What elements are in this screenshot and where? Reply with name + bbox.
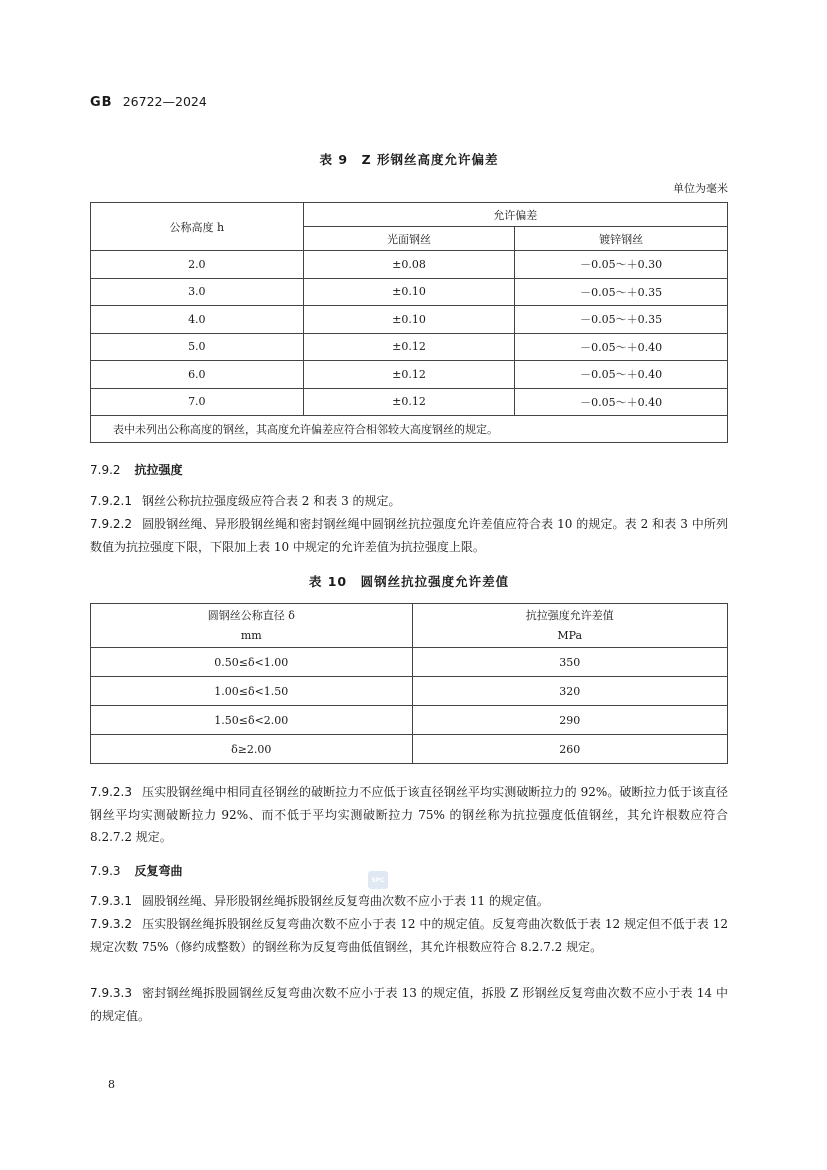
diameter-unit: mm xyxy=(240,628,262,642)
standard-number: 26722—2024 xyxy=(122,94,207,109)
difference-label: 抗拉强度允许差值 xyxy=(525,608,614,622)
standard-prefix: GB xyxy=(90,95,113,110)
height-cell: 3.0 xyxy=(91,278,304,306)
clause-text: 压实股钢丝绳中相同直径钢丝的破断拉力不应低于该直径钢丝平均实测破断拉力的 92%。破断拉力低于该直径钢丝平均实测破断拉力 92%、而不低于平均实测破断拉力 75% 的钢丝称为抗拉强度低值钢丝，其允许根数应符合 8.2.7.2 规定。 xyxy=(90,785,728,844)
paragraph-7-9-2-3 xyxy=(90,781,728,849)
table-9-header-galv: 镀锌钢丝 xyxy=(515,227,728,251)
clause-number: 7.9.2.2 xyxy=(90,517,132,531)
clause-number: 7.9.3.2 xyxy=(90,917,132,931)
table-row xyxy=(91,251,728,279)
table-row xyxy=(91,735,728,764)
difference-value-cell: 260 xyxy=(412,735,727,764)
galv-tolerance-cell: －0.05～＋0.35 xyxy=(515,306,728,334)
clause-number: 7.9.2.1 xyxy=(90,494,132,508)
galv-tolerance-cell: －0.05～＋0.40 xyxy=(515,361,728,389)
galv-tolerance-cell: －0.05～＋0.35 xyxy=(515,278,728,306)
clause-text: 圆股钢丝绳、异形股钢丝绳拆股钢丝反复弯曲次数不应小于表 11 的规定值。 xyxy=(141,894,549,908)
galv-tolerance-cell: －0.05～＋0.40 xyxy=(515,388,728,416)
bright-tolerance-cell: ±0.12 xyxy=(303,361,515,389)
table-9-note: 表中未列出公称高度的钢丝，其高度允许偏差应符合相邻较大高度钢丝的规定。 xyxy=(91,416,728,443)
diameter-range-cell: 1.00≤δ<1.50 xyxy=(91,677,413,706)
clause-text: 压实股钢丝绳拆股钢丝反复弯曲次数不应小于表 12 中的规定值。反复弯曲次数低于表 12 规定但不低于表 12 规定次数 75%（修约成整数）的钢丝称为反复弯曲低值钢丝，其允许根数应符合 8.2.7.2 规定。 xyxy=(90,917,728,954)
table-row xyxy=(91,648,728,677)
table-row xyxy=(91,388,728,416)
bright-tolerance-cell: ±0.10 xyxy=(303,306,515,334)
height-cell: 6.0 xyxy=(91,361,304,389)
height-cell: 5.0 xyxy=(91,333,304,361)
height-cell: 4.0 xyxy=(91,306,304,334)
height-cell: 7.0 xyxy=(91,388,304,416)
clause-number: 7.9.3.1 xyxy=(90,894,132,908)
clause-text: 圆股钢丝绳、异形股钢丝绳和密封钢丝绳中圆钢丝抗拉强度允许差值应符合表 10 的规定。表 2 和表 3 中所列数值为抗拉强度下限，下限加上表 10 中规定的允许差值为抗拉强度上限。 xyxy=(90,517,728,554)
table-row xyxy=(91,278,728,306)
bright-tolerance-cell: ±0.12 xyxy=(303,388,515,416)
paragraph-7-9-3-1 xyxy=(90,890,728,913)
galv-tolerance-cell: －0.05～＋0.40 xyxy=(515,333,728,361)
diameter-label: 圆钢丝公称直径 δ xyxy=(207,608,295,622)
standard-header xyxy=(90,94,207,110)
difference-unit: MPa xyxy=(557,628,583,642)
table-row xyxy=(91,306,728,334)
bright-tolerance-cell: ±0.10 xyxy=(303,278,515,306)
height-cell: 2.0 xyxy=(91,251,304,279)
clause-number: 7.9.3.3 xyxy=(90,986,132,1000)
paragraph-7-9-3-2 xyxy=(90,913,728,958)
bright-tolerance-cell: ±0.08 xyxy=(303,251,515,279)
diameter-range-cell: 0.50≤δ<1.00 xyxy=(91,648,413,677)
table-9-unit: 单位为毫米 xyxy=(673,182,728,195)
table-9-header-height: 公称高度 h xyxy=(91,203,304,251)
table-10-header-difference xyxy=(412,604,727,648)
clause-text: 密封钢丝绳拆股圆钢丝反复弯曲次数不应小于表 13 的规定值，拆股 Z 形钢丝反复弯曲次数不应小于表 14 中的规定值。 xyxy=(90,986,728,1023)
section-heading-7-9-2 xyxy=(90,461,183,478)
paragraph-7-9-3-3 xyxy=(90,982,728,1027)
page-number: 8 xyxy=(108,1078,115,1091)
table-10-header-diameter xyxy=(91,604,413,648)
diameter-range-cell: δ≥2.00 xyxy=(91,735,413,764)
section-number: 7.9.2 xyxy=(90,463,121,477)
difference-value-cell: 350 xyxy=(412,648,727,677)
table-10 xyxy=(90,603,728,764)
difference-value-cell: 290 xyxy=(412,706,727,735)
clause-text: 钢丝公称抗拉强度级应符合表 2 和表 3 的规定。 xyxy=(141,494,401,508)
galv-tolerance-cell: －0.05～＋0.30 xyxy=(515,251,728,279)
table-row xyxy=(91,333,728,361)
watermark-logo: SPC xyxy=(368,871,388,889)
table-row xyxy=(91,361,728,389)
section-number: 7.9.3 xyxy=(90,864,121,878)
clause-number: 7.9.2.3 xyxy=(90,785,132,799)
paragraph-7-9-2-1 xyxy=(90,490,728,513)
table-row xyxy=(91,677,728,706)
section-title: 反复弯曲 xyxy=(134,864,183,878)
section-heading-7-9-3 xyxy=(90,862,183,879)
section-title: 抗拉强度 xyxy=(134,463,183,477)
paragraph-7-9-2-2 xyxy=(90,513,728,558)
table-9-header-bright: 光面钢丝 xyxy=(303,227,515,251)
table-10-title: 表 10 圆钢丝抗拉强度允许差值 xyxy=(308,574,510,589)
bright-tolerance-cell: ±0.12 xyxy=(303,333,515,361)
table-9-title: 表 9 Z 形钢丝高度允许偏差 xyxy=(319,152,499,167)
difference-value-cell: 320 xyxy=(412,677,727,706)
diameter-range-cell: 1.50≤δ<2.00 xyxy=(91,706,413,735)
table-9 xyxy=(90,202,728,443)
table-9-header-tolerance: 允许偏差 xyxy=(303,203,727,227)
table-row xyxy=(91,706,728,735)
